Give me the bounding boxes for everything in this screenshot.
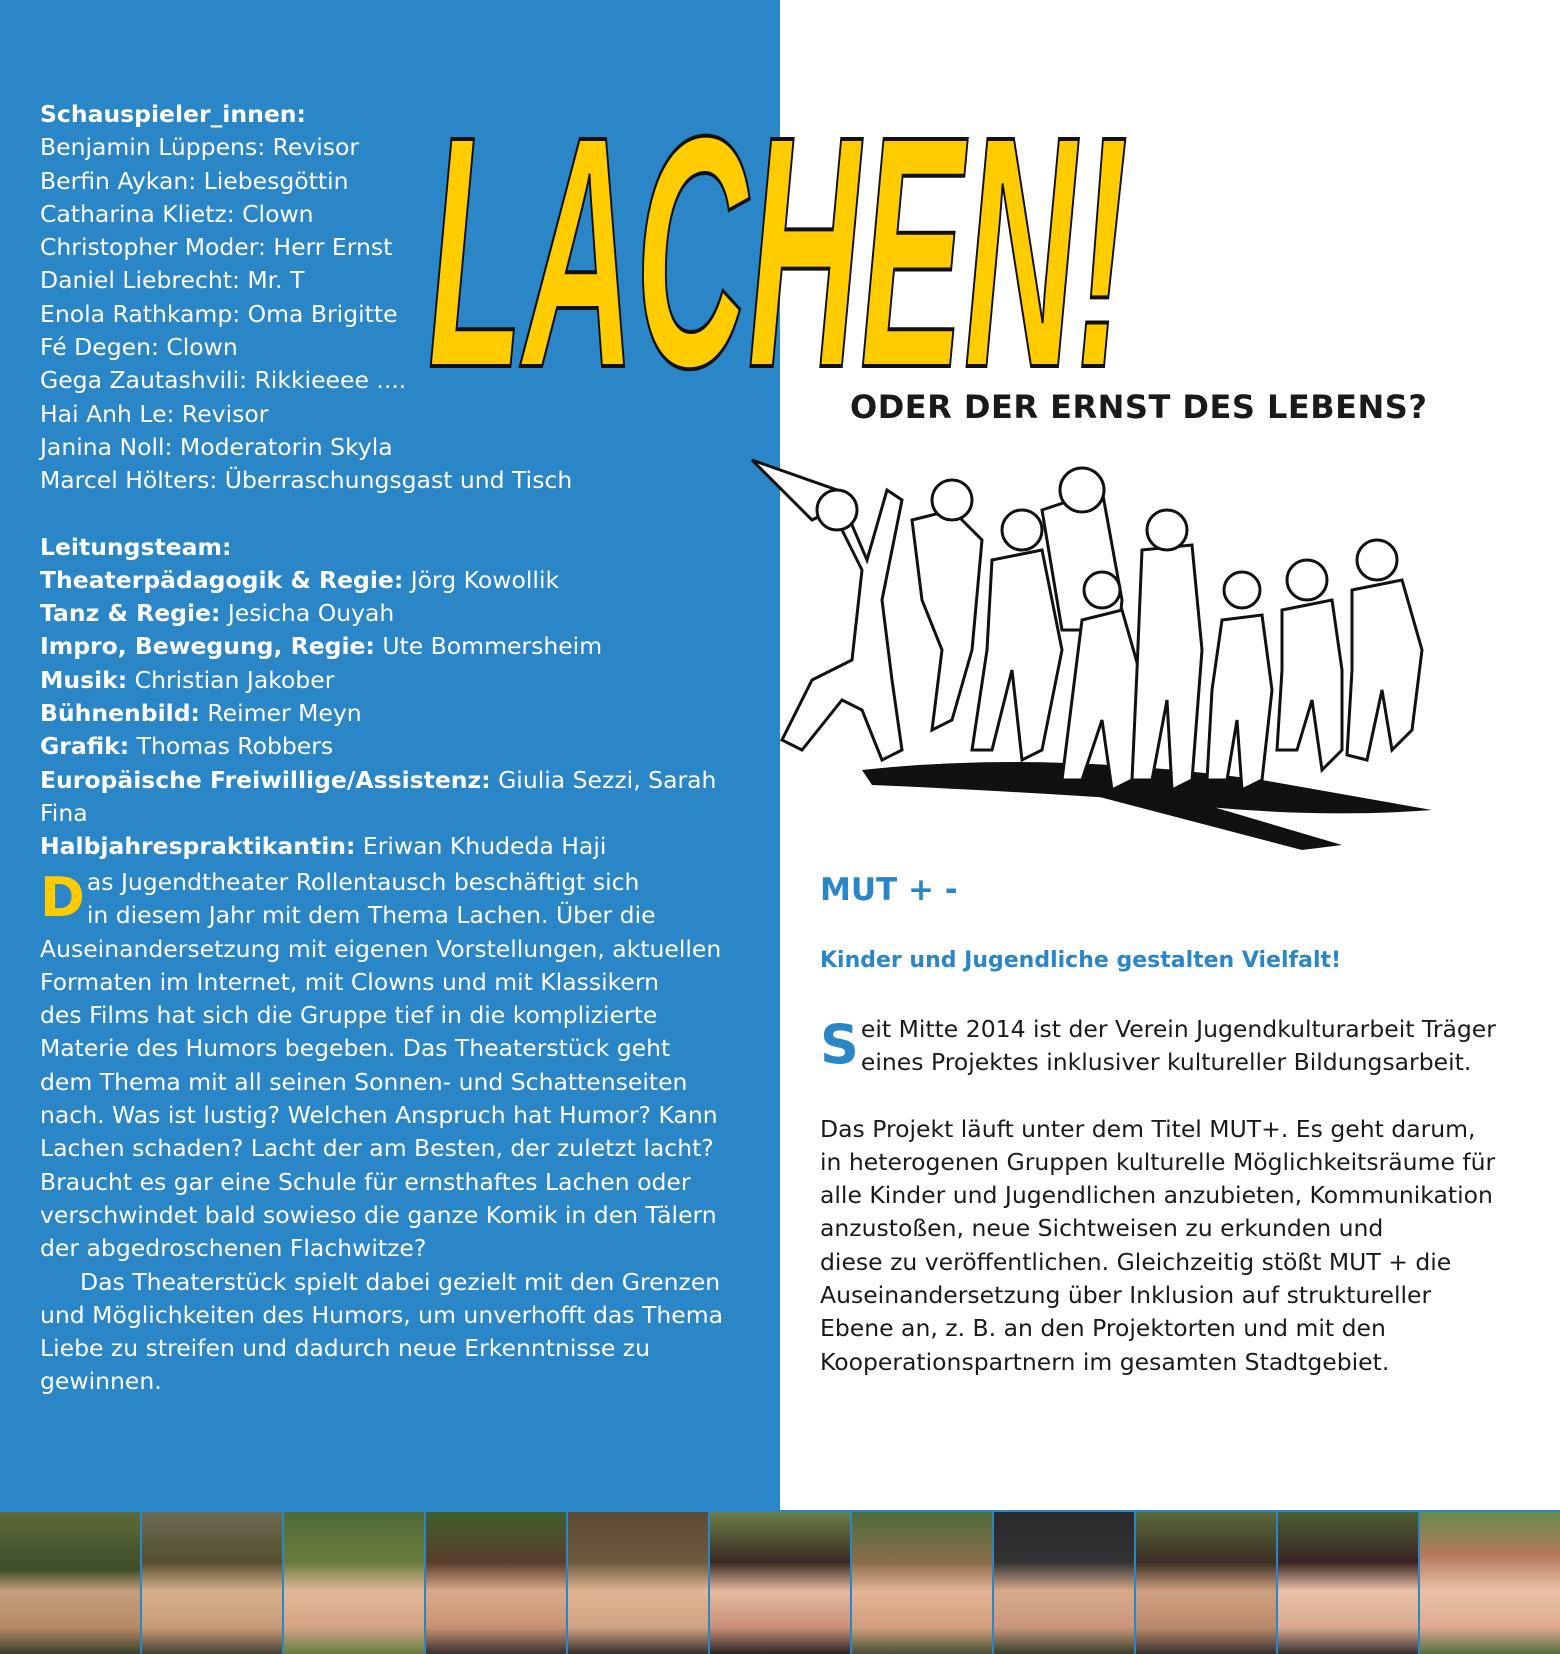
team-role-label: Impro, Bewegung, Regie: bbox=[40, 632, 375, 661]
mut-line: alle Kinder und Jugendlichen anzubieten, Kommunikation bbox=[820, 1181, 1493, 1210]
cast-member: Berfin Aykan: Liebesgöttin bbox=[40, 166, 349, 195]
cast-member: Christopher Moder: Herr Ernst bbox=[40, 233, 393, 262]
lachen-title-logo bbox=[420, 70, 1140, 390]
intro-line: gewinnen. bbox=[40, 1367, 162, 1396]
mut-line: Kooperationspartnern im gesamten Stadtgebiet. bbox=[820, 1347, 1390, 1376]
intro-line: as Jugendtheater Rollentausch beschäftigt sich bbox=[86, 868, 640, 896]
mut-line: in heterogenen Gruppen kulturelle Möglichkeitsräume für bbox=[820, 1147, 1496, 1176]
team-role-label: Musik: bbox=[40, 665, 128, 694]
team-role-name: Reimer Meyn bbox=[199, 699, 362, 728]
intro-line: Materie des Humors begeben. Das Theaterstück geht bbox=[40, 1034, 671, 1063]
cast-member: Benjamin Lüppens: Revisor bbox=[40, 133, 360, 162]
mut-line: Das Projekt läuft unter dem Titel MUT+. Es geht darum, bbox=[820, 1114, 1476, 1143]
portrait-strip bbox=[0, 1510, 1560, 1654]
portrait-photo bbox=[710, 1512, 852, 1654]
cast-member: Enola Rathkamp: Oma Brigitte bbox=[40, 299, 398, 328]
portrait-photo bbox=[1420, 1512, 1560, 1654]
team-role-row bbox=[40, 664, 740, 697]
intro-line: des Films hat sich die Gruppe tief in die komplizierte bbox=[40, 1001, 658, 1030]
team-role-name: Jörg Kowollik bbox=[403, 565, 560, 594]
cast-member: Marcel Hölters: Überraschungsgast und Tisch bbox=[40, 466, 573, 495]
intro-line: in diesem Jahr mit dem Thema Lachen. Über die bbox=[86, 901, 656, 930]
team-role-label: Theaterpädagogik & Regie: bbox=[40, 565, 404, 594]
portrait-photo bbox=[426, 1512, 568, 1654]
cast-member: Gega Zautashvili: Rikkieeee .... bbox=[40, 366, 407, 395]
team-role-label: Halbjahrespraktikantin: bbox=[40, 832, 356, 861]
cast-member: Hai Anh Le: Revisor bbox=[40, 399, 269, 428]
intro-line: Formaten im Internet, mit Clowns und mit Klassikern bbox=[40, 967, 660, 996]
intro-line: der abgedroschenen Flachwitze? bbox=[40, 1234, 427, 1263]
mut-title: MUT + - bbox=[820, 872, 958, 908]
cast-member: Janina Noll: Moderatorin Skyla bbox=[40, 432, 393, 461]
portrait-photo bbox=[852, 1512, 994, 1654]
intro-line: verschwindet bald sowieso die ganze Komik in den Tälern bbox=[40, 1200, 717, 1229]
portrait-photo bbox=[284, 1512, 426, 1654]
intro-line: und Möglichkeiten des Humors, um unverhofft das Thema bbox=[40, 1300, 724, 1329]
mut-line: Ebene an, z. B. an den Projektorten und mit den bbox=[820, 1314, 1386, 1343]
team-role-label: Europäische Freiwillige/Assistenz: bbox=[40, 765, 491, 794]
team-role-row bbox=[40, 564, 740, 597]
team-role-label: Grafik: bbox=[40, 732, 130, 761]
intro-line: Braucht es gar eine Schule für ernsthaftes Lachen oder bbox=[40, 1167, 691, 1196]
intro-text bbox=[40, 866, 740, 1399]
mut-line: diese zu veröffentlichen. Gleichzeitig stößt MUT + die bbox=[820, 1247, 1452, 1276]
team-role-name: Giulia Sezzi, Sarah Fina bbox=[40, 765, 717, 827]
portrait-photo bbox=[994, 1512, 1136, 1654]
team-role-row bbox=[40, 697, 740, 730]
cast-member: Fé Degen: Clown bbox=[40, 333, 238, 362]
team-role-label: Tanz & Regie: bbox=[40, 599, 221, 628]
intro-line: Auseinandersetzung mit eigenen Vorstellungen, aktuellen bbox=[40, 934, 722, 963]
intro-line: Das Theaterstück spielt dabei gezielt mit den Grenzen bbox=[80, 1267, 721, 1296]
intro-line: Liebe zu streifen und dadurch neue Erkenntnisse zu bbox=[40, 1334, 651, 1363]
team-role-label: Bühnenbild: bbox=[40, 699, 200, 728]
team-heading: Leitungsteam: bbox=[40, 532, 232, 561]
portrait-photo bbox=[568, 1512, 710, 1654]
portrait-photo bbox=[1278, 1512, 1420, 1654]
intro-dropcap: D bbox=[40, 866, 85, 929]
team-role-row bbox=[40, 597, 740, 630]
team-role-row bbox=[40, 830, 740, 863]
mut-line: eit Mitte 2014 ist der Verein Jugendkulturarbeit Träger bbox=[860, 1015, 1496, 1043]
team-role-row bbox=[40, 630, 740, 663]
title-subtitle: ODER DER ERNST DES LEBENS? bbox=[850, 388, 1428, 426]
group-jumping-illustration bbox=[742, 450, 1502, 860]
team-role-name: Jesicha Ouyah bbox=[220, 599, 395, 628]
intro-line: Lachen schaden? Lacht der am Besten, der zuletzt lacht? bbox=[40, 1134, 714, 1163]
team-role-name: Thomas Robbers bbox=[129, 732, 334, 761]
team-role-name: Christian Jakober bbox=[127, 665, 335, 694]
cast-member: Daniel Liebrecht: Mr. T bbox=[40, 266, 305, 295]
cast-heading: Schauspieler_innen: bbox=[40, 100, 306, 128]
team-role-row bbox=[40, 764, 740, 831]
team-role-name: Eriwan Khudeda Haji bbox=[355, 832, 607, 861]
intro-line: dem Thema mit all seinen Sonnen- und Schattenseiten bbox=[40, 1067, 688, 1096]
mut-dropcap: S bbox=[820, 1013, 859, 1076]
mut-body-text bbox=[820, 1013, 1520, 1379]
lachen-title-text: LACHEN! bbox=[428, 70, 1128, 390]
portrait-photo bbox=[142, 1512, 284, 1654]
mut-line: anzustoßen, neue Sichtweisen zu erkunden und bbox=[820, 1214, 1384, 1243]
mut-subtitle: Kinder und Jugendliche gestalten Vielfalt! bbox=[820, 948, 1342, 973]
team-role-name: Ute Bommersheim bbox=[374, 632, 603, 661]
team-role-row bbox=[40, 730, 740, 763]
mut-line: eines Projektes inklusiver kultureller Bildungsarbeit. bbox=[860, 1048, 1472, 1077]
figures bbox=[752, 460, 1422, 790]
portrait-photo bbox=[1136, 1512, 1278, 1654]
cast-member: Catharina Klietz: Clown bbox=[40, 199, 314, 228]
mut-line: Auseinandersetzung über Inklusion auf struktureller bbox=[820, 1281, 1432, 1310]
portrait-photo bbox=[0, 1512, 142, 1654]
intro-line: nach. Was ist lustig? Welchen Anspruch hat Humor? Kann bbox=[40, 1101, 718, 1130]
